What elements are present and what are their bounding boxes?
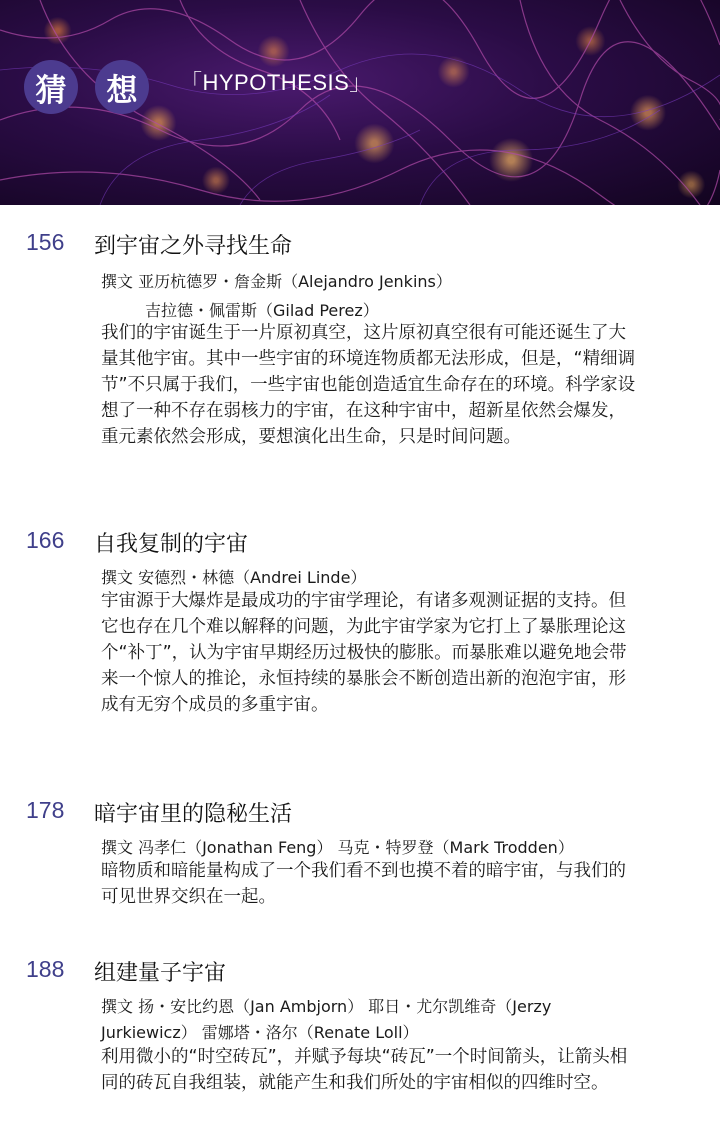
entry-description: 我们的宇宙诞生于一片原初真空，这片原初真空很有可能还诞生了大量其他宇宙。其中一些宇宙的环境连物质都无法形成，但是，“精细调节”不只属于我们，一些宇宙也能创造适宜生命存在的环境。科学家设想了一种不存在弱核力的宇宙，在这种宇宙中，超新星依然会爆发，重元素依然会形成，要想演化出生命，只是时间问题。 [101, 323, 636, 447]
entry-description: 宇宙源于大爆炸是最成功的宇宙学理论，有诸多观测证据的支持。但它也存在几个难以解释的问题，为此宇宙学家为它打上了暴胀理论这个“补丁”，认为宇宙早期经历过极快的膨胀。而暴胀难以避免地会带来一个惊人的推论，永恒持续的暴胀会不断创造出新的泡泡宇宙，形成有无穷个成员的多重宇宙。 [101, 591, 627, 715]
entry-title: 暗宇宙里的隐秘生活 [94, 802, 293, 827]
entry-authors: 撰文 安德烈・林德（Andrei Linde） [101, 568, 367, 587]
entry-authors: 撰文 亚历杭德罗・詹金斯（Alejandro Jenkins） [101, 272, 452, 291]
title-badge-guess [24, 60, 78, 114]
page-number: 188 [26, 956, 65, 982]
entry-title: 自我复制的宇宙 [94, 532, 249, 557]
cosmic-web-banner [0, 0, 720, 205]
entry-authors-continued: Jurkiewicz） 雷娜塔・洛尔（Renate Loll） [101, 1023, 419, 1042]
entry-authors: 撰文 扬・安比约恩（Jan Ambjorn） 耶日・尤尔凯维奇（Jerzy [101, 997, 552, 1016]
page-number: 156 [26, 229, 65, 255]
entry-description: 利用微小的“时空砖瓦”，并赋予每块“砖瓦”一个时间箭头，让箭头相同的砖瓦自我组装，就能产生和我们所处的宇宙相似的四维时空。 [101, 1047, 628, 1093]
entry-authors-continued: 吉拉德・佩雷斯（Gilad Perez） [145, 301, 379, 320]
page-number: 178 [26, 797, 65, 823]
entry-authors: 撰文 冯孝仁（Jonathan Feng） 马克・特罗登（Mark Trodden） [101, 838, 574, 857]
title-char-2: 想 [106, 72, 138, 109]
entry-title: 到宇宙之外寻找生命 [94, 234, 293, 259]
title-badge-think [95, 60, 149, 114]
entry-description: 暗物质和暗能量构成了一个我们看不到也摸不着的暗宇宙，与我们的可见世界交织在一起。 [101, 861, 626, 907]
section-subtitle: 「HYPOTHESIS」 [180, 70, 372, 95]
page-number: 166 [26, 527, 65, 553]
entry-title: 组建量子宇宙 [94, 961, 227, 986]
title-char-1: 猜 [35, 72, 67, 109]
